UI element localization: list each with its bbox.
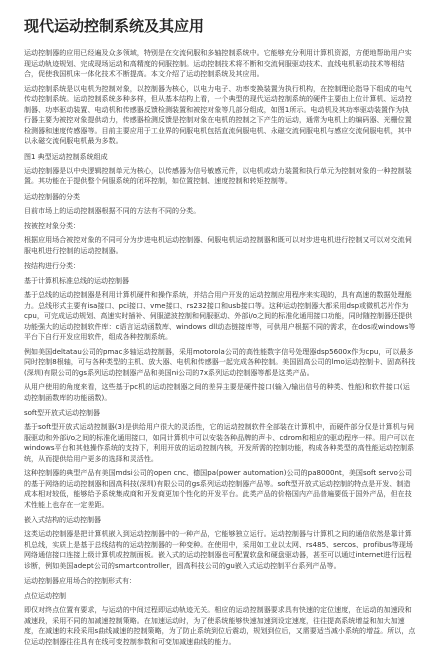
section-heading: 基于计算机标准总线的运动控制器	[24, 277, 129, 285]
body-paragraph: 这类运动控制器是把计算机嵌入到运动控制器中的一种产品，它能够独立运行。运动控制器与计算机之间的通信依然是靠计算机总线，实质上是基于总线结构的运动控制器的一种变种。在使用中，采用如工业以太网、rs485、sercos、profibus等现场网络通信接口连接上级计算机或控制面板。嵌入式的运动控制器也可配置软盘和硬盘驱动器，甚至可以通过internet进行远程诊断，例如美国adept公司的smartcontroller，固高科技公司的gu嵌入式运动控制平台系列产品等。	[24, 530, 413, 570]
section-heading: 按被控对象分类：	[24, 222, 80, 230]
body-paragraph: 根据应用场合被控对象的不同可分为步进电机运动控制器、伺服电机运动控制器和既可以对步进电机进行控制又可以对交流伺服电机进行控制的运动控制器。	[24, 236, 412, 255]
section-heading: 运动控制器应用场合的控制形式有：	[24, 577, 136, 585]
body-paragraph: 运动控制器是以中央逻辑控制单元为核心，以传感器为信号敏感元件，以电机或动力装置和执行单元为控制对象的一种控制装置。其功能在于提供整个伺服系统的闭环控制，如位置控制、速度控制和转矩控制等。	[24, 166, 412, 185]
section-heading: 点位运动控制	[24, 592, 66, 600]
section-heading: soft型开放式运动控制器	[24, 409, 101, 417]
body-paragraph: 即仅对终点位置有要求，与运动的中间过程即运动轨迹无关。相应的运动控制器要求具有快速的定位速度，在运动的加速段和减速段，采用不同的加减速控制策略。在加速运动时，为了使系统能够快速加速到设定速度，往往提高系统增益和加大加速度，在减速的末段采用s曲线减速的控制策略，为了防止系统到位后震动，规划到位后，又需要适当减小系统的增益。所以，点位运动控制器往往具有在线可变控制参数和可变加减速曲线的能力。	[24, 606, 416, 646]
body-paragraph: 运动控制器的应用已经遍及众多领域，特别是在交流伺服和多轴控制系统中。它能够充分利用计算机资源，方便地帮助用户实现运动轨迹规划、完成现场运动和高精度的伺服控制。运动控制技术将不断和交流伺服驱动技术、直线电机驱动技术等相结合，促使我国机床一体化技术不断提高。本文介绍了运动控制系统及其应用。	[24, 49, 412, 78]
body-paragraph: 基于soft型开放式运动控制器(3)是供给用户很大的灵活性，它的运动控制软件全部装在计算机中，而硬件部分仅是计算机与伺服驱动和外部i/o之间的标准化通用接口，如同计算机中可以安装各种品牌的声卡、cdrom和相应的驱动程序一样。用户可以在windows平台和其他操作系统的支持下，利用开放的运动控制内核，开发所需的控制功能，构成各种类型的高性能运动控制系统，从而提供给用户更多的选择和灵活性。	[24, 423, 415, 463]
body-paragraph: 这种控制器的典型产品有美国mdsi公司的open cnc、德国pa(power automation)公司的pa8000nt，美国soft servo公司的基于网络的运动控制器和固高科技(深圳)有限公司的gs系列运动控制器产品等。soft型开放式运动控制的特点是开发、制造成本相对较低，能够给予系统集成商和开发商更加个性化的开发平台。此类产品的价格国内产品普遍要低于国外产品，但在技术性能上也存在一定差距。	[24, 469, 413, 509]
body-paragraph: 运动控制系统是以电机为控制对象，以控制器为核心，以电力电子、功率变换装置为执行机构，在控制理论指导下组成的电气传动控制系统。运动控制系统多种多样，但从基本结构上看，一个典型的现代运动控制系统的硬件主要由上位计算机、运动控制器、功率驱动装置、电动机和传感器反馈检测装置和被控对象等几部分组成，如图1所示。电动机及其功率驱动装置作为执行器主要为被控对象提供动力，传感器检测反馈是控制对象在电机的控制之下产生的运动，通常为电机上的编码器、光栅位置检测器和速度传感器等。目前主要应用于工业界的伺服电机包括直流伺服电机、永磁交流伺服电机与感应交流伺服电机，其中以永磁交流伺服电机最为多数。	[24, 84, 412, 145]
section-heading: 嵌入式结构的运动控制器	[24, 516, 101, 524]
section-heading: 按结构进行分类：	[24, 262, 80, 270]
body-paragraph: 例如美国deltatau公司的pmac多轴运动控制器，采用motorola公司的高性能数字信号处理器dsp5600x作为cpu，可以最多同时控制8根轴，可与各种类型的主机、放大器、电机和传感器一起完成各种控制。美国固高公司的lmo运动控制卡、固高科技(深圳)有限公司的gs系列运动控制器产品和美国ni公司的7x系列运动控制器等都是这类产品。	[24, 347, 416, 377]
section-heading: 运动控制器的分类	[24, 192, 80, 201]
body-paragraph: 基于总线的运动控制器是利用计算机硬件和操作系统，并结合用户开发的运动控制应用程序来实现的，具有高速的数据处理能力。总线形式主要有isa接口、pci接口、vme接口、rs232接口和usb接口等。这种运动控制器大都采用dsp或微机芯片作为cpu，可完成运动规划、高速实时插补、伺服滤波控制和伺服驱动、外部i/o之间的标准化通用接口功能，同时随控制器还提供功能强大的运动控制软件库：c语言运动函数库、windows dll动态链接库等，可供用户根据不同的需求，在dos或windows等平台下自行开发应用软件，组成各种控制系统。	[24, 291, 416, 341]
page-title: 现代运动控制系统及其应用	[24, 17, 205, 35]
document-body	[24, 48, 416, 647]
body-paragraph: 目前市场上的运动控制器根据不同的方法有不同的分类。	[24, 206, 201, 215]
body-paragraph: 从用户使用的角度来看，这些基于pc机的运动控制器之间的差异主要是硬件接口(输入/输出信号的种类、性能)和软件接口(运动控制函数库的功能函数)。	[24, 383, 410, 402]
section-heading: 图1 典型运动控制系统组成	[24, 152, 108, 161]
